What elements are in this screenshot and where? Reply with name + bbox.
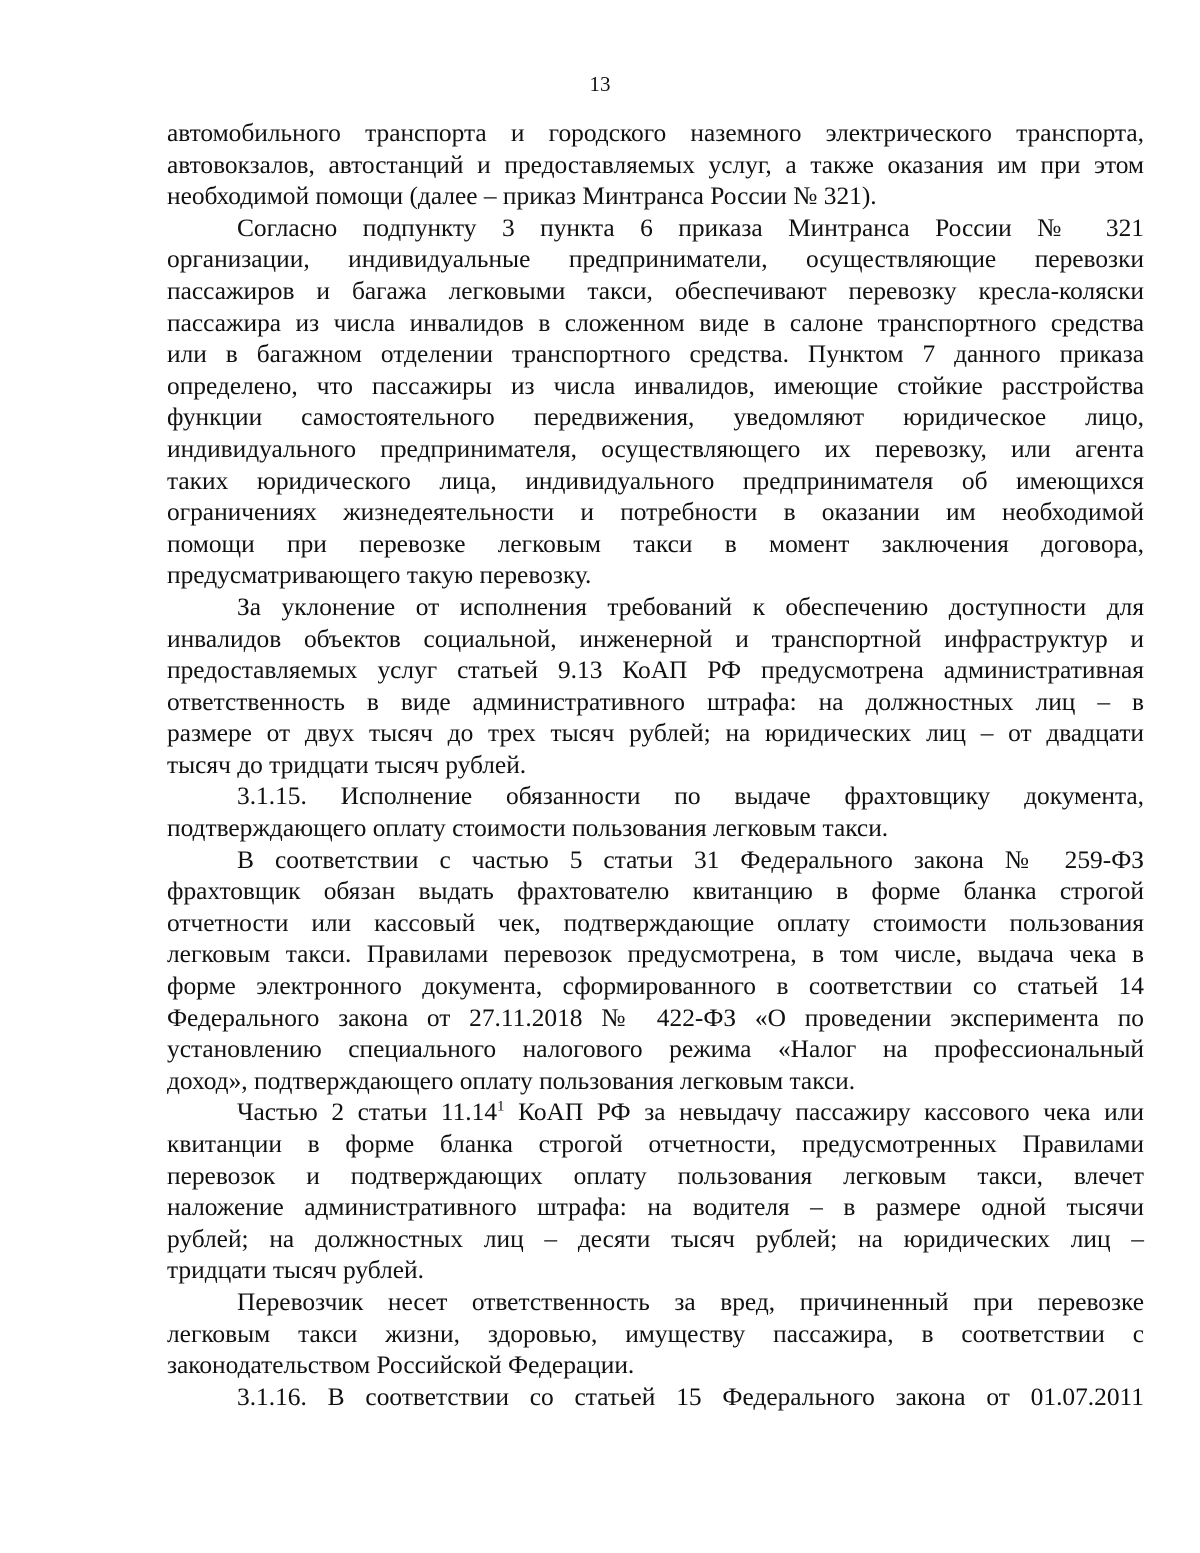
text-line: подтверждающего оплату стоимости пользования легковым такси. [167,814,889,843]
text-line-segment: Частью 2 статьи 11.14 [237,1098,498,1127]
text-line: В соответствии с частью 5 статьи 31 Федерального закона № 259-ФЗ [237,845,1144,874]
text-line: легковым такси жизни, здоровью, имуществу пассажира, в соответствии с [167,1319,1144,1348]
page-number: 13 [589,72,611,96]
text-line: тысяч до тридцати тысяч рублей. [167,750,527,779]
text-line: определено, что пассажиры из числа инвалидов, имеющие стойкие расстройства [167,371,1144,400]
text-line: ограничениях жизнедеятельности и потребности в оказании им необходимой [167,498,1144,527]
text-line: пассажиров и багажа легковыми такси, обеспечивают перевозку кресла-коляски [167,276,1144,305]
text-line: организации, индивидуальные предприниматели, осуществляющие перевозки [167,245,1144,274]
text-line: законодательством Российской Федерации. [167,1351,635,1380]
text-line: инвалидов объектов социальной, инженерной и транспортной инфраструктур и [167,624,1144,653]
footnote-superscript: 1 [497,1098,505,1115]
text-line: необходимой помощи (далее – приказ Минтранса России № 321). [167,182,877,211]
text-line: автомобильного транспорта и городского наземного электрического транспорта, [167,119,1144,147]
text-line [167,1097,1144,1129]
text-line: размере от двух тысяч до трех тысяч рублей; на юридических лиц – от двадцати [167,719,1144,748]
text-line: установлению специального налогового режима «Налог на профессиональный [167,1035,1144,1064]
text-line: доход», подтверждающего оплату пользования легковым такси. [167,1066,856,1095]
text-line: легковым такси. Правилами перевозок предусмотрена, в том числе, выдача чека в [167,940,1144,969]
text-line: Федерального закона от 27.11.2018 № 422-ФЗ «О проведении эксперимента по [167,1003,1144,1032]
text-line: 3.1.16. В соответствии со статьей 15 Федерального закона от 01.07.2011 [237,1382,1144,1411]
text-line: автовокзалов, автостанций и предоставляемых услуг, а также оказания им при этом [167,150,1144,179]
text-line-segment: КоАП РФ за невыдачу пассажиру кассового чека или [504,1098,1144,1127]
text-line: индивидуального предпринимателя, осуществляющего их перевозку, или агента [167,434,1144,463]
text-line: квитанции в форме бланка строгой отчетности, предусмотренных Правилами [167,1130,1144,1158]
text-line: тридцати тысяч рублей. [167,1256,424,1285]
text-line: 3.1.15. Исполнение обязанности по выдаче фрахтовщику документа, [237,782,1144,811]
text-line: предоставляемых услуг статьей 9.13 КоАП РФ предусмотрена административная [167,656,1144,685]
text-line: таких юридического лица, индивидуального предпринимателя об имеющихся [167,466,1144,495]
text-line: или в багажном отделении транспортного средства. Пунктом 7 данного приказа [167,340,1144,369]
text-line: За уклонение от исполнения требований к обеспечению доступности для [237,592,1144,621]
text-line: пассажира из числа инвалидов в сложенном виде в салоне транспортного средства [167,308,1144,337]
text-line: наложение административного штрафа: на водителя – в размере одной тысячи [167,1193,1144,1222]
text-line: Перевозчик несет ответственность за вред, причиненный при перевозке [237,1287,1144,1316]
text-line: перевозок и подтверждающих оплату пользования легковым такси, влечет [167,1161,1144,1190]
text-line: предусматривающего такую перевозку. [167,561,592,590]
text-line: помощи при перевозке легковым такси в момент заключения договора, [167,529,1144,558]
document-body [167,118,1144,1413]
text-line: форме электронного документа, сформированного в соответствии со статьей 14 [167,972,1144,1001]
text-line: функции самостоятельного передвижения, уведомляют юридическое лицо, [167,403,1144,432]
text-line: Согласно подпункту 3 пункта 6 приказа Минтранса России № 321 [237,213,1144,242]
text-line: отчетности или кассовый чек, подтверждающие оплату стоимости пользования [167,908,1144,937]
text-line: рублей; на должностных лиц – десяти тысяч рублей; на юридических лиц – [167,1224,1144,1253]
text-line: фрахтовщик обязан выдать фрахтователю квитанцию в форме бланка строгой [167,877,1144,906]
text-line: ответственность в виде административного штрафа: на должностных лиц – в [167,687,1144,716]
